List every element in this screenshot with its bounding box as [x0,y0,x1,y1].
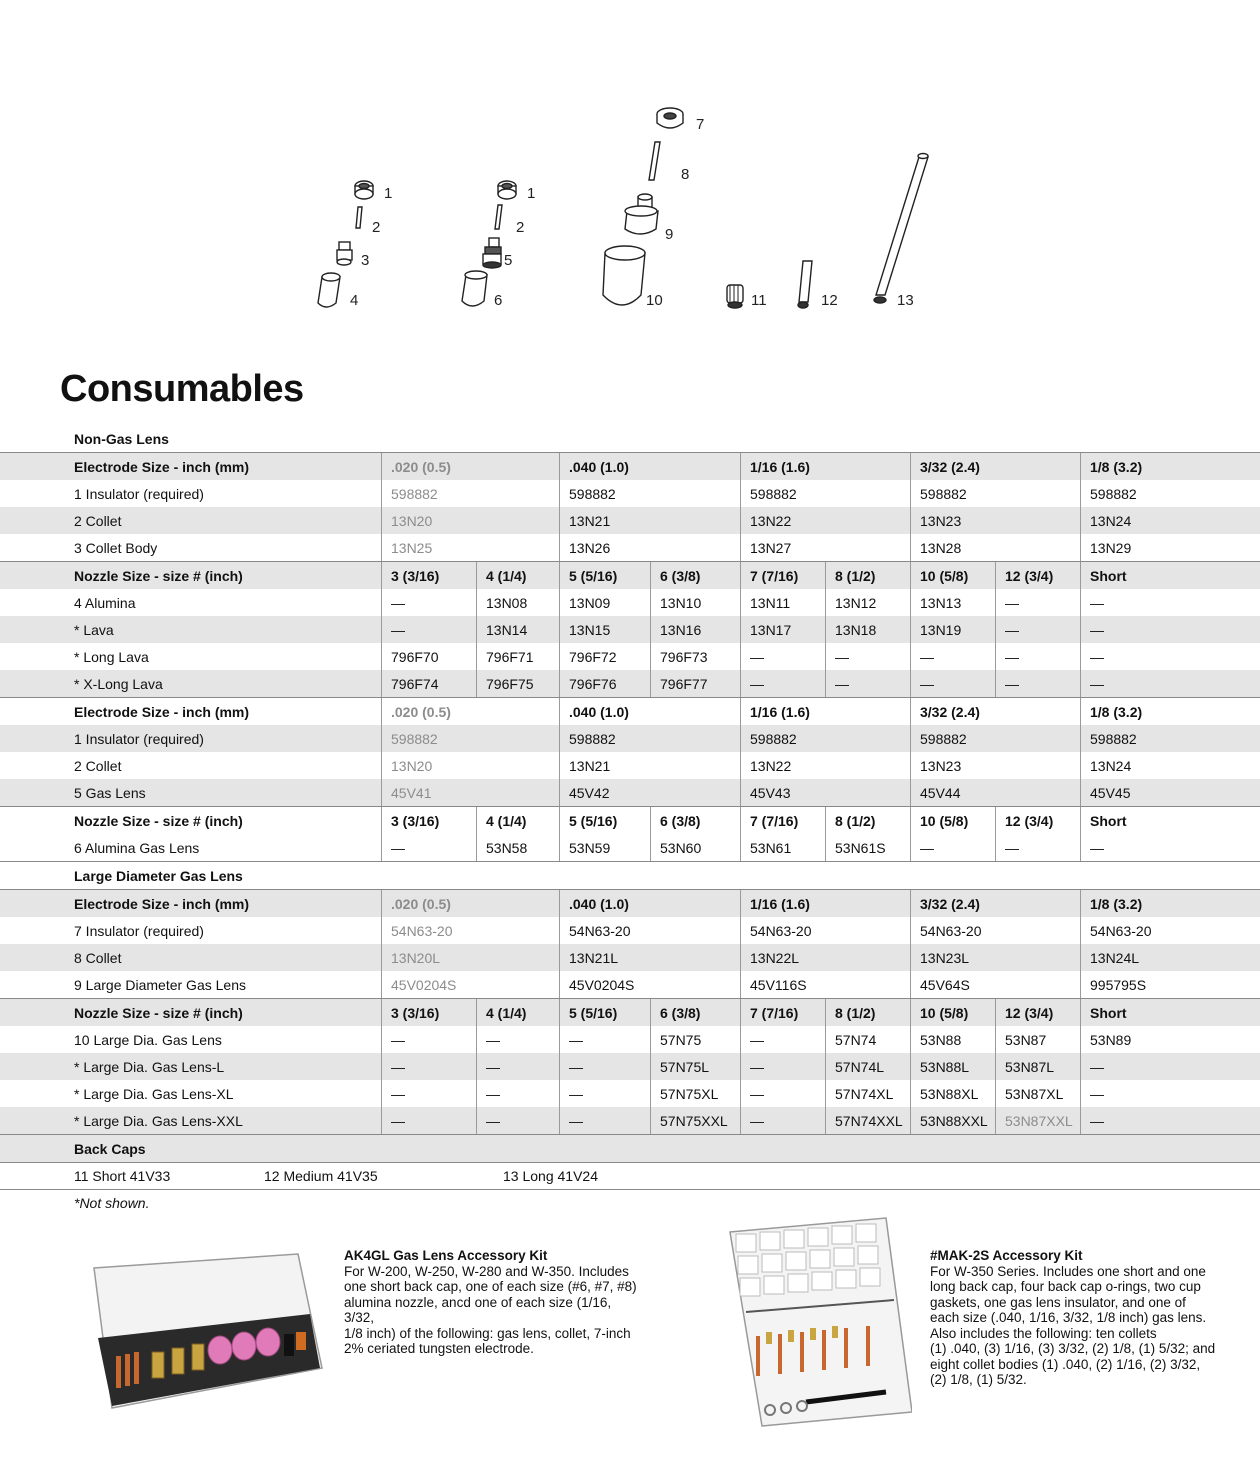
part-number: 45V42 [559,779,740,806]
part-5-gas-lens [483,238,501,268]
part-name: * Large Dia. Gas Lens-XXL [74,1112,243,1129]
part-name: 3 Collet Body [74,539,158,556]
electrode-size-label: 1/8 (3.2) [1080,698,1260,725]
electrode-size-header-row [0,452,1260,480]
electrode-size-header: Electrode Size - inch (mm) [74,895,250,912]
part-number: 796F75 [476,670,559,697]
part-number: 598882 [740,725,910,752]
electrode-size-header: Electrode Size - inch (mm) [74,458,250,475]
electrode-size-label: .040 (1.0) [559,453,740,480]
part-number: 54N63-20 [1080,917,1260,944]
part-number: 45V116S [740,971,910,998]
nozzle-size-label: 12 (3/4) [995,807,1080,834]
part-number: — [381,1053,476,1080]
part-number: 45V0204S [559,971,740,998]
callout: 2 [516,219,525,236]
part-number: 57N75L [650,1053,740,1080]
back-caps-row [0,1162,1260,1190]
kit-line: For W-350 Series. Includes one short and one [930,1263,1206,1279]
part-number: — [1080,1053,1260,1080]
part-number: 13N13 [910,589,995,616]
callout: 12 [821,292,838,309]
part-number: 598882 [1080,725,1260,752]
electrode-part-row [0,752,1260,779]
section-heading-row [0,425,1260,452]
part-number: 45V0204S [381,971,559,998]
part-number: 13N09 [559,589,650,616]
page-title: Consumables [60,368,304,410]
part-number: — [559,1080,650,1107]
part-number: — [1080,1107,1260,1134]
part-number: 13N21L [559,944,740,971]
nozzle-size-label: Short [1080,562,1260,589]
part-number: 13N27 [740,534,910,561]
part-number: 53N88L [910,1053,995,1080]
kit-line: (2) 1/8, (1) 5/32. [930,1372,1027,1387]
part-2-collet [356,207,362,228]
part-number: 13N28 [910,534,1080,561]
nozzle-size-label: 8 (1/2) [825,999,910,1026]
callout: 4 [350,292,359,309]
callout: 7 [696,116,705,133]
part-number: 54N63-20 [740,917,910,944]
electrode-size-label: .020 (0.5) [381,453,559,480]
part-number: — [740,1107,825,1134]
part-number: 13N26 [559,534,740,561]
part-name: 4 Alumina [74,594,136,611]
nozzle-part-row [0,834,1260,861]
nozzle-size-label: 7 (7/16) [740,562,825,589]
part-number: 45V44 [910,779,1080,806]
part-name: * Lava [74,621,114,638]
nozzle-size-label: 10 (5/8) [910,562,995,589]
part-number: 13N25 [381,534,559,561]
electrode-size-label: 3/32 (2.4) [910,453,1080,480]
part-number: 53N87XL [995,1080,1080,1107]
callout: 3 [361,252,370,269]
part-number: 13N21 [559,507,740,534]
kit-line: one short back cap, one of each size (#6, #7, #8) [344,1279,637,1294]
callout: 2 [372,219,381,236]
part-number: 13N16 [650,616,740,643]
nozzle-size-label: 6 (3/8) [650,807,740,834]
part-number: 13N12 [825,589,910,616]
nozzle-part-row [0,1053,1260,1080]
electrode-size-label: .040 (1.0) [559,890,740,917]
part-number: — [476,1053,559,1080]
part-number: — [740,1026,825,1053]
part-8-large-collet [649,142,660,180]
kit-line: each size (.040, 1/16, 3/32, 1/8 inch) gas lens. [930,1310,1207,1325]
part-number: 54N63-20 [910,917,1080,944]
electrode-size-header: Electrode Size - inch (mm) [74,703,250,720]
electrode-size-label: 1/16 (1.6) [740,698,910,725]
nozzle-size-label: 12 (3/4) [995,562,1080,589]
nozzle-size-header-row [0,998,1260,1026]
nozzle-size-header-row [0,806,1260,834]
part-number: — [381,834,476,861]
part-name: 7 Insulator (required) [74,922,204,939]
part-number: 53N88XXL [910,1107,995,1134]
part-number: 13N24 [1080,507,1260,534]
part-name: * Large Dia. Gas Lens-XL [74,1085,234,1102]
part-name: * X-Long Lava [74,675,163,692]
part-number: — [825,643,910,670]
part-number: 796F72 [559,643,650,670]
part-number: 45V43 [740,779,910,806]
electrode-size-header-row [0,697,1260,725]
part-3-collet-body [337,242,352,265]
part-1-insulator [355,181,373,199]
callout: 1 [527,185,536,202]
back-cap-item: 11 Short 41V33 [74,1168,171,1184]
part-number: — [995,643,1080,670]
kit-line: (1) .040, (3) 1/16, (3) 3/32, (2) 1/8, (1) 5/32; and [930,1341,1216,1356]
footnote: *Not shown. [74,1195,150,1211]
nozzle-size-label: 7 (7/16) [740,807,825,834]
callout: 13 [897,292,914,309]
part-number: 13N23L [910,944,1080,971]
part-number: 53N87XXL [995,1107,1080,1134]
part-number: 598882 [910,480,1080,507]
part-number: 796F76 [559,670,650,697]
kit-line: For W-200, W-250, W-280 and W-350. Includes [344,1263,629,1279]
nozzle-size-label: 5 (5/16) [559,562,650,589]
kit-title: AK4GL Gas Lens Accessory Kit [344,1248,548,1263]
part-number: 13N08 [476,589,559,616]
part-name: 1 Insulator (required) [74,485,204,502]
part-number: 598882 [559,725,740,752]
part-number: — [740,1053,825,1080]
part-number: — [995,670,1080,697]
part-number: 57N75XXL [650,1107,740,1134]
section-heading: Back Caps [74,1140,146,1157]
kit-line: alumina nozzle, ancd one of each size (1/16, 3/32, [344,1294,612,1325]
callout: 8 [681,166,690,183]
nozzle-part-row [0,670,1260,697]
part-number: 598882 [1080,480,1260,507]
consumables-table [0,425,1260,1216]
part-number: — [381,616,476,643]
part-number: 13N24L [1080,944,1260,971]
callout: 9 [665,226,674,243]
part-number: 13N22L [740,944,910,971]
kit-line: 1/8 inch) of the following: gas lens, collet, 7-inch [344,1325,631,1341]
part-number: 13N24 [1080,752,1260,779]
part-name: * Large Dia. Gas Lens-L [74,1058,225,1075]
part-number: 13N20L [381,944,559,971]
nozzle-part-row [0,616,1260,643]
ak4gl-kit-image [88,1248,328,1416]
part-number: 13N20 [381,752,559,779]
part-number: — [995,834,1080,861]
electrode-size-label: .020 (0.5) [381,890,559,917]
nozzle-size-label: 5 (5/16) [559,999,650,1026]
kit-line: gaskets, one gas lens insulator, and one of [930,1294,1186,1310]
part-number: — [1080,589,1260,616]
part-12-medium-back-cap [798,261,812,308]
part-number: 598882 [910,725,1080,752]
part-number: 13N20 [381,507,559,534]
part-number: 13N18 [825,616,910,643]
nozzle-size-label: 4 (1/4) [476,999,559,1026]
part-number: — [1080,616,1260,643]
part-number: 13N14 [476,616,559,643]
nozzle-size-label: 10 (5/8) [910,999,995,1026]
part-name: 6 Alumina Gas Lens [74,839,200,856]
part-number: 57N74L [825,1053,910,1080]
part-name: 9 Large Diameter Gas Lens [74,976,246,993]
electrode-part-row [0,917,1260,944]
part-number: — [740,1080,825,1107]
electrode-size-header-row [0,890,1260,917]
part-number: — [740,670,825,697]
part-number: 796F74 [381,670,476,697]
part-number: — [1080,1080,1260,1107]
electrode-size-label: 1/16 (1.6) [740,453,910,480]
footnote-row [0,1190,1260,1216]
part-number: 13N19 [910,616,995,643]
part-number: 796F77 [650,670,740,697]
callout: 5 [504,252,513,269]
part-number: 57N75XL [650,1080,740,1107]
part-number: — [476,1080,559,1107]
part-11-short-back-cap [727,285,743,308]
electrode-size-label: 1/16 (1.6) [740,890,910,917]
part-number: — [825,670,910,697]
part-number: 598882 [381,725,559,752]
part-number: — [910,643,995,670]
part-number: — [381,1080,476,1107]
electrode-size-label: .040 (1.0) [559,698,740,725]
part-number: 13N10 [650,589,740,616]
nozzle-size-header-row [0,561,1260,589]
ak4gl-kit-description [344,1248,644,1357]
kit-title: #MAK-2S Accessory Kit [930,1248,1083,1263]
part-6-alumina-gas-lens-nozzle [462,271,487,306]
electrode-size-label: 3/32 (2.4) [910,698,1080,725]
nozzle-size-label: 12 (3/4) [995,999,1080,1026]
nozzle-part-row [0,1107,1260,1134]
back-cap-item: 12 Medium 41V35 [264,1168,378,1184]
part-name: 8 Collet [74,949,122,966]
part-number: — [740,643,825,670]
callout: 10 [646,292,663,309]
nozzle-size-label: Short [1080,999,1260,1026]
nozzle-size-label: 4 (1/4) [476,562,559,589]
part-name: * Long Lava [74,648,149,665]
nozzle-part-row [0,1080,1260,1107]
part-number: 53N88 [910,1026,995,1053]
part-number: — [910,834,995,861]
part-number: 796F70 [381,643,476,670]
part-number: 57N74 [825,1026,910,1053]
part-number: 13N23 [910,507,1080,534]
part-number: 53N88XL [910,1080,995,1107]
section-heading: Large Diameter Gas Lens [74,867,243,884]
kit-line: 2% ceriated tungsten electrode. [344,1341,534,1356]
part-number: — [381,589,476,616]
kit-line: long back cap, four back cap o-rings, two cup [930,1279,1201,1294]
nozzle-size-label: 7 (7/16) [740,999,825,1026]
part-10-large-nozzle [603,246,645,305]
part-number: — [476,1026,559,1053]
part-number: — [995,589,1080,616]
nozzle-size-label: 6 (3/8) [650,562,740,589]
electrode-size-label: 1/8 (3.2) [1080,890,1260,917]
nozzle-size-header: Nozzle Size - size # (inch) [74,567,243,584]
part-number: 53N58 [476,834,559,861]
part-name: 2 Collet [74,757,122,774]
mak-2s-kit-image [726,1216,912,1428]
callout: 6 [494,292,503,309]
part-number: 796F71 [476,643,559,670]
part-number: 13N17 [740,616,825,643]
nozzle-size-label: 10 (5/8) [910,807,995,834]
part-number: 13N23 [910,752,1080,779]
part-number: — [559,1107,650,1134]
nozzle-size-label: 3 (3/16) [381,807,476,834]
part-9-large-gas-lens [625,194,658,234]
electrode-part-row [0,944,1260,971]
part-number: 54N63-20 [559,917,740,944]
part-number: 45V45 [1080,779,1260,806]
part-number: — [1080,834,1260,861]
part-name: 1 Insulator (required) [74,730,204,747]
part-number: 13N29 [1080,534,1260,561]
torch-parts-diagram [300,95,940,325]
part-number: 57N75 [650,1026,740,1053]
part-number: — [559,1026,650,1053]
part-number: — [995,616,1080,643]
part-number: 54N63-20 [381,917,559,944]
part-number: 13N22 [740,752,910,779]
electrode-size-label: 1/8 (3.2) [1080,453,1260,480]
part-number: 796F73 [650,643,740,670]
nozzle-size-label: 4 (1/4) [476,807,559,834]
electrode-size-label: .020 (0.5) [381,698,559,725]
part-number: 53N60 [650,834,740,861]
part-number: 13N11 [740,589,825,616]
part-name: 2 Collet [74,512,122,529]
part-13-long-back-cap [874,154,928,304]
nozzle-size-label: 3 (3/16) [381,562,476,589]
part-number: — [381,1026,476,1053]
part-number: 598882 [740,480,910,507]
kit-line: Also includes the following: ten collets [930,1325,1157,1341]
part-number: 53N89 [1080,1026,1260,1053]
mak-2s-kit-description [930,1248,1230,1388]
part-number: 53N61S [825,834,910,861]
nozzle-size-header: Nozzle Size - size # (inch) [74,812,243,829]
electrode-part-row [0,725,1260,752]
nozzle-part-row [0,589,1260,616]
nozzle-part-row [0,643,1260,670]
part-number: — [381,1107,476,1134]
callout: 1 [384,185,393,202]
part-number: 53N59 [559,834,650,861]
part-number: — [1080,643,1260,670]
part-number: 53N87L [995,1053,1080,1080]
part-1-insulator-b [498,181,516,199]
nozzle-size-label: Short [1080,807,1260,834]
electrode-part-row [0,779,1260,806]
part-number: 13N22 [740,507,910,534]
electrode-part-row [0,480,1260,507]
part-name: 5 Gas Lens [74,784,146,801]
nozzle-part-row [0,1026,1260,1053]
part-number: 45V41 [381,779,559,806]
part-7-large-insulator [657,108,683,128]
electrode-part-row [0,507,1260,534]
nozzle-size-label: 6 (3/8) [650,999,740,1026]
part-2-collet-b [495,205,502,229]
part-number: 53N61 [740,834,825,861]
part-number: 57N74XL [825,1080,910,1107]
part-number: — [1080,670,1260,697]
part-number: 57N74XXL [825,1107,910,1134]
part-number: 598882 [559,480,740,507]
section-heading: Non-Gas Lens [74,430,169,447]
electrode-size-label: 3/32 (2.4) [910,890,1080,917]
part-number: 45V64S [910,971,1080,998]
nozzle-size-label: 3 (3/16) [381,999,476,1026]
part-number: — [559,1053,650,1080]
electrode-part-row [0,971,1260,998]
nozzle-size-label: 8 (1/2) [825,807,910,834]
part-number: 13N15 [559,616,650,643]
part-number: — [476,1107,559,1134]
part-name: 10 Large Dia. Gas Lens [74,1031,222,1048]
part-number: 13N21 [559,752,740,779]
part-number: 53N87 [995,1026,1080,1053]
part-number: — [910,670,995,697]
part-number: 995795S [1080,971,1260,998]
electrode-part-row [0,534,1260,561]
kit-line: eight collet bodies (1) .040, (2) 1/16, (2) 3/32, [930,1356,1201,1372]
section-heading-row [0,1134,1260,1162]
part-number: 598882 [381,480,559,507]
nozzle-size-header: Nozzle Size - size # (inch) [74,1004,243,1021]
nozzle-size-label: 8 (1/2) [825,562,910,589]
nozzle-size-label: 5 (5/16) [559,807,650,834]
back-cap-item: 13 Long 41V24 [503,1168,598,1184]
part-4-alumina-nozzle [318,273,340,307]
section-heading-row [0,861,1260,890]
callout: 11 [751,292,767,309]
